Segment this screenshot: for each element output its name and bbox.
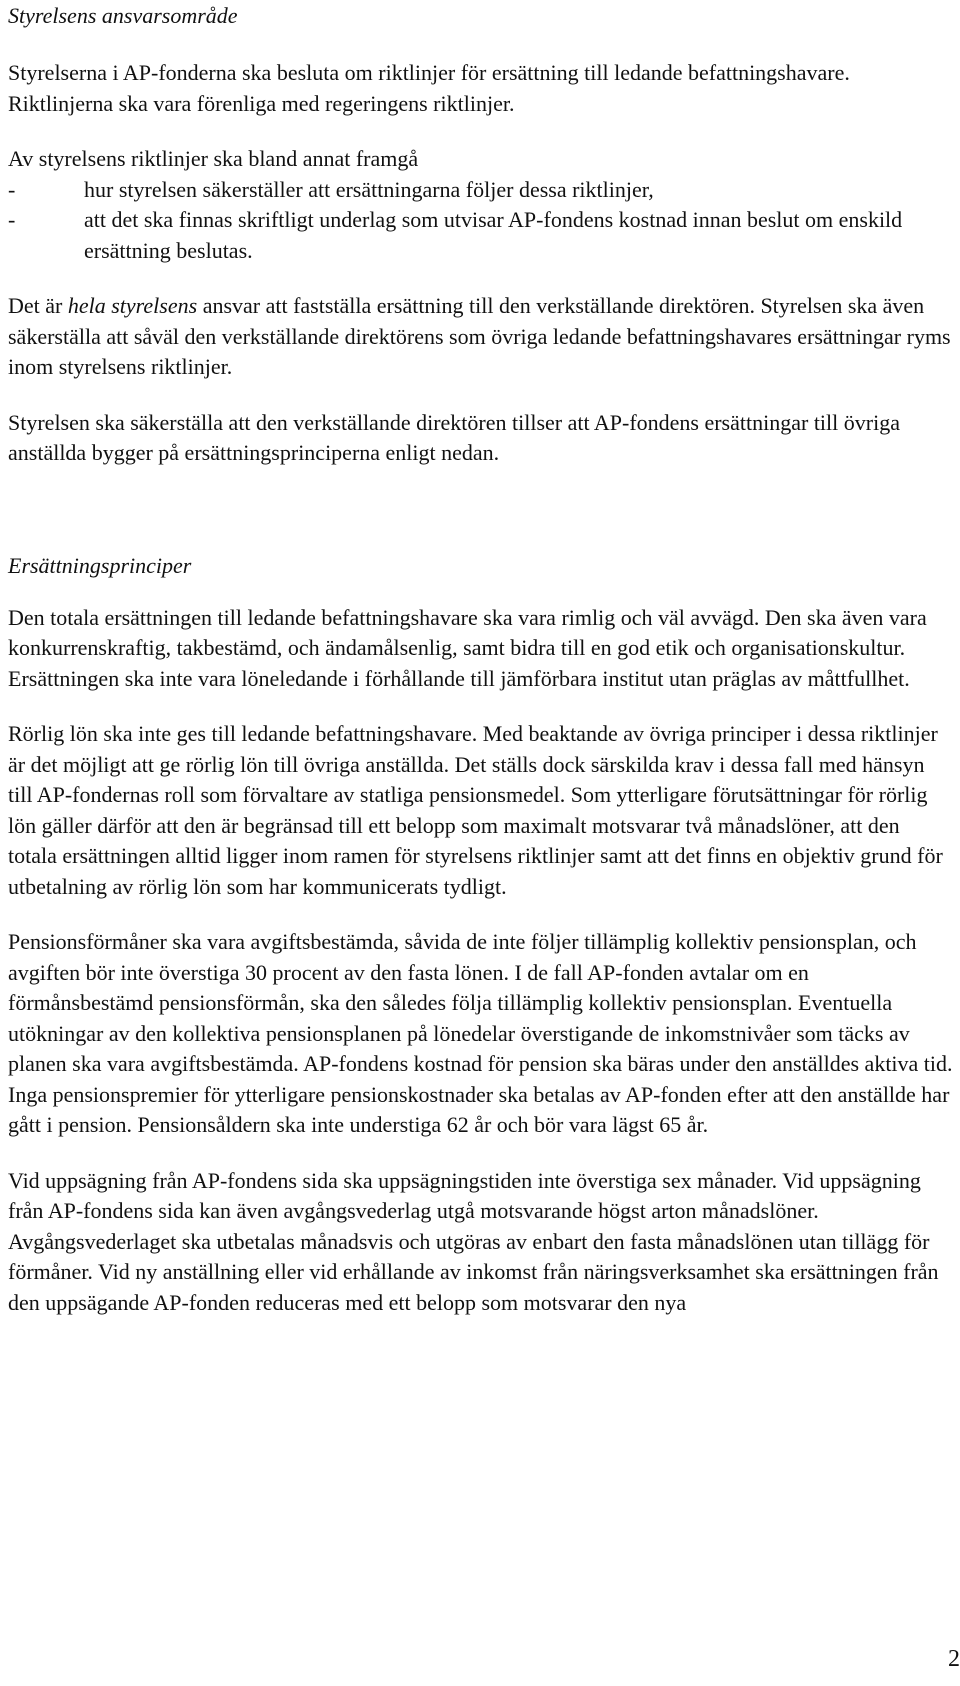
list-item-text: hur styrelsen säkerställer att ersättningarna följer dessa riktlinjer, bbox=[84, 176, 654, 202]
dash-marker: - bbox=[8, 207, 16, 232]
page-number: 2 bbox=[948, 1646, 960, 1672]
document-page bbox=[8, 0, 953, 1318]
paragraph-total-ersattning: Den totala ersättningen till ledande befattningshavare ska vara rimlig och väl avvägd. Den ska även vara konkurrenskraftig, takbestämd, och ändamålsenlig, samt bidra till en god etik och organisationskultur. Ersättningen ska inte vara löneledande i förhållande till jämförbara institut utan präglas av måttfullhet. bbox=[8, 604, 927, 691]
paragraph-framga-intro: Av styrelsens riktlinjer ska bland annat framgå bbox=[8, 146, 419, 171]
paragraph-pensionsformaner: Pensionsförmåner ska vara avgiftsbestämda, såvida de inte följer tillämplig kollektiv pensionsplan, och avgiften bör inte överstiga 30 procent av den fasta lönen. I de fall AP-fonden avtalar om en förmånsbestämd pensionsförmån, ska den således följa tillämplig kollektiv pensionsplan. Eventuella utökningar av den kollektiva pensionsplanen på lönedelar överstigande de inkomstnivåer som täcks av planen ska vara avgiftsbestämda. AP-fondens kostnad för pension ska bäras under den anställdes aktiva tid. Inga pensionspremier för ytterligare pensionskostnader ska betalas av AP-fonden efter att den anställde har gått i pension. Pensionsåldern ska inte understiga 62 år och bör vara lägst 65 år. bbox=[8, 929, 953, 1137]
paragraph-rorlig-lon: Rörlig lön ska inte ges till ledande befattningshavare. Med beaktande av övriga principer i dessa riktlinjer är det möjligt att ge rörlig lön till övriga anställda. Det ställs dock särskilda krav i dessa fall med hänsyn till AP-fondernas roll som förvaltare av statliga pensionsmedel. Som ytterligare förutsättningar för rörlig lön gäller därför att den är begränsad till ett belopp som maximalt motsvarar två månadslöner, att den totala ersättningen alltid ligger inom ramen för styrelsens riktlinjer samt att det finns en objektiv grund för utbetalning av rörlig lön som har kommunicerats tydligt. bbox=[8, 721, 943, 899]
list-item bbox=[8, 205, 953, 266]
emphasis-text: hela styrelsens bbox=[67, 293, 198, 318]
paragraph-uppsagning: Vid uppsägning från AP-fondens sida ska uppsägningstiden inte överstiga sex månader. Vid uppsägning från AP-fondens sida kan även avgångsvederlag utgå motsvarande högst arton månadslöner. Avgångsvederlaget ska utbetalas månadsvis och utgöras av enbart den fasta månadslönen utan tillägg för förmåner. Vid ny anställning eller vid erhållande av inkomst från näringsverksamhet ska ersättningen från den uppsägande AP-fonden reduceras med ett belopp som motsvarar den nya bbox=[8, 1167, 939, 1315]
text-run: ansvar att fastställa ersättning till den verkställande direktören. Styrelsen ska även säkerställa att såväl den verkställande direktörens som övriga ledande befattningshavares ersättningar ryms inom styrelsens riktlinjer. bbox=[8, 293, 951, 379]
section-heading-ersattningsprinciper: Ersättningsprinciper bbox=[8, 552, 192, 578]
list-item bbox=[8, 175, 953, 206]
list-item-text: att det ska finnas skriftligt underlag som utvisar AP-fondens kostnad innan beslut om enskild ersättning beslutas. bbox=[84, 207, 903, 263]
paragraph-riktlinjer-intro: Styrelserna i AP-fonderna ska besluta om riktlinjer för ersättning till ledande befattningshavare. Riktlinjerna ska vara förenliga med regeringens riktlinjer. bbox=[8, 60, 850, 116]
paragraph-hela-styrelsens-ansvar bbox=[8, 291, 953, 383]
paragraph-vd-tillser: Styrelsen ska säkerställa att den verkställande direktören tillser att AP-fondens ersättningar till övriga anställda bygger på ersättningsprinciperna enligt nedan. bbox=[8, 409, 900, 465]
section-heading-styrelsens-ansvarsomrade: Styrelsens ansvarsområde bbox=[8, 3, 238, 28]
text-run: Det är bbox=[8, 293, 68, 318]
dash-marker: - bbox=[8, 176, 16, 202]
